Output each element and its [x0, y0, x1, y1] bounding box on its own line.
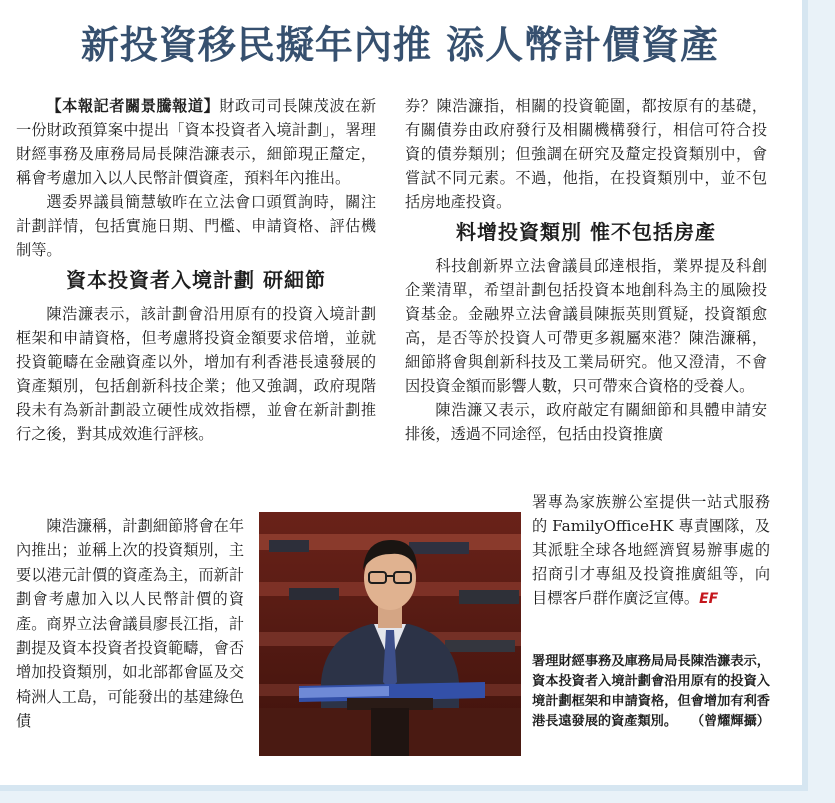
headline: 新投資移民擬年內推 添人幣計價資產	[80, 22, 720, 67]
photo-caption	[532, 652, 770, 732]
paragraph-2: 選委界議員簡慧敏昨在立法會口頭質詢時，關注計劃詳情，包括實施日期、門檻、申請資格、評估機制等。	[16, 193, 376, 259]
paragraph-5: 科技創新界立法會議員邱達根指，業界提及科創企業清單，希望計劃包括投資本地創科為主的風險投資基金。金融界立法會議員陳振英則質疑，投資額愈高，是否等於投資人可帶更多親屬來港？陳浩濂稱，細節將會與創新科技及工業局研究。他又澄清，不會因投資金額而影響人數，只可帶來合資格的受養人。	[405, 257, 767, 395]
left-column	[16, 94, 376, 446]
right-narrow-column	[532, 490, 770, 611]
paragraph-4: 陳浩濂稱，計劃細節將會在年內推出；並稱上次的投資類別，主要以港元計價的資產為主，而新計劃會考慮加入以人民幣計價的資產。商界立法會議員廖長江指，計劃提及資本投資者投資範疇，會否增加投資類別，如北部都會區及交椅洲人工島，可能發出的基建綠色債	[16, 517, 244, 731]
photo-credit: （曾耀輝攝）	[690, 714, 770, 729]
paragraph-6b-text: 署專為家族辦公室提供一站式服務的 FamilyOfficeHK 專責團隊，及其派駐全球各地經濟貿易辦事處的招商引才專組及投資推廣組等，向目標客戶群作廣泛宣傳。	[532, 493, 770, 607]
news-photo	[259, 512, 521, 756]
right-column	[405, 94, 767, 446]
paragraph-1-text: 財政司司長陳茂波在新一份財政預算案中提出「資本投資者入境計劃」，署理財經事務及庫務局局長陳浩濂表示，細節現正釐定，稱會考慮加入以人民幣計價資產，預料年內推出。	[16, 97, 377, 187]
paragraph-3: 陳浩濂表示，該計劃會沿用原有的投資入境計劃框架和申請資格，但考慮將投資金額要求倍增，並就投資範疇在金融資產以外，增加有利香港長遠發展的資產類別，包括創新科技企業；他又強調，政府現階段未有為新計劃設立硬性成效指標，並會在新計劃推行之後，對其成效進行評核。	[16, 305, 376, 443]
reporter-signature: EF	[699, 591, 719, 607]
paragraph-6: 陳浩濂又表示，政府敲定有關細節和具體申請安排後，透過不同途徑，包括由投資推廣	[405, 401, 767, 443]
photo-illustration	[259, 512, 521, 756]
subheading-2: 料增投資類別 惟不包括房產	[456, 220, 716, 244]
paragraph-6-continued	[532, 490, 770, 611]
subheading-1: 資本投資者入境計劃 研細節	[66, 268, 326, 292]
left-narrow-column	[16, 514, 244, 734]
paragraph-4-continued: 券？陳浩濂指，相關的投資範圍，都按原有的基礎，有關債券由政府發行及相關機構發行，相信可符合投資的債券類別；但強調在研究及釐定投資類別中，會嘗試不同元素。不過，他指，在投資類別中，並不包括房地產投資。	[405, 97, 767, 211]
caption-text: 署理財經事務及庫務局局長陳浩濂表示，資本投資者入境計劃會沿用原有的投資入境計劃框架和申請資格，但會增加有利香港長遠發展的資產類別。	[532, 654, 770, 729]
paragraph-lead	[16, 94, 376, 190]
byline: 【本報記者關景騰報道】	[46, 97, 220, 115]
